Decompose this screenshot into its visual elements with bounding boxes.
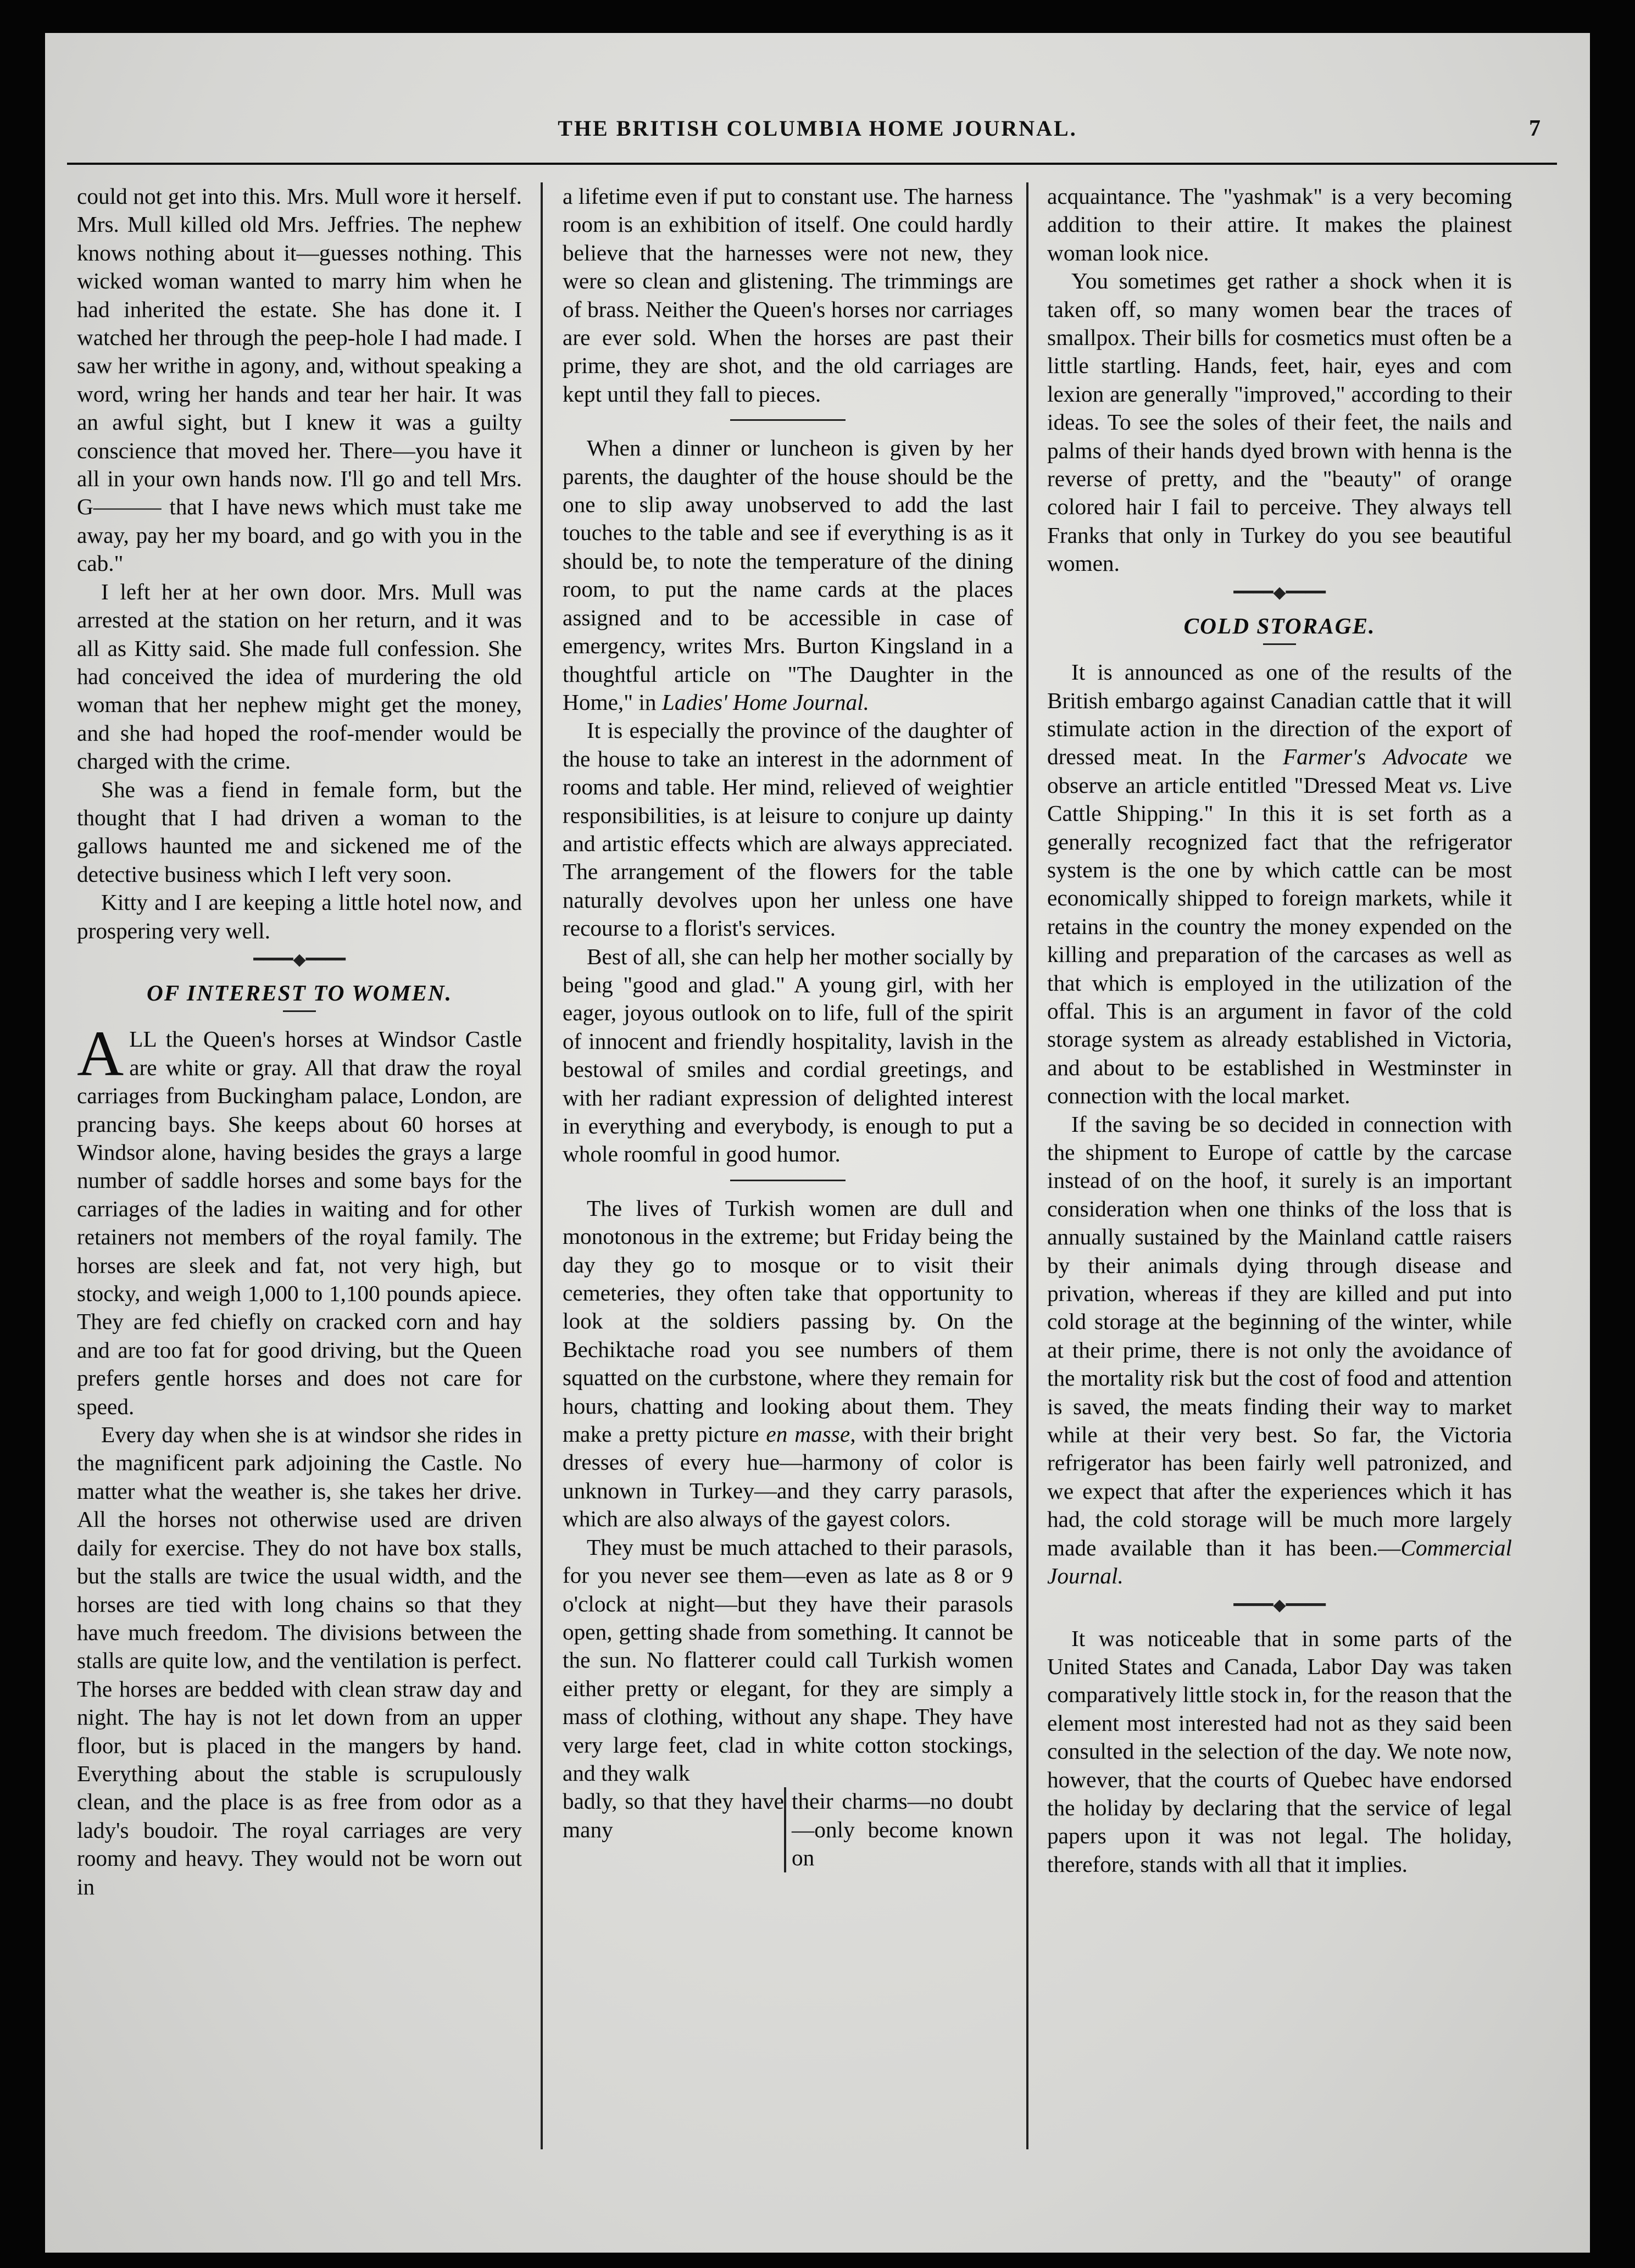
section-rule bbox=[730, 419, 846, 421]
section-heading: COLD STORAGE. bbox=[1183, 613, 1376, 638]
ornament-divider: ━━━━◆━━━━ bbox=[253, 950, 346, 969]
split-left: badly, so that they have many bbox=[563, 1788, 784, 1842]
page-number: 7 bbox=[1529, 116, 1541, 141]
paragraph: acquaintance. The "yashmak" is a very becoming addition to their attire. It makes the plainest woman look nice. bbox=[1047, 184, 1512, 265]
section-heading: OF INTEREST TO WOMEN. bbox=[146, 980, 453, 1005]
ornament-divider: ━━━━◆━━━━ bbox=[1233, 1596, 1326, 1614]
split-right: their charms—no doubt —only become known on bbox=[784, 1787, 1013, 1872]
column-3 bbox=[1047, 182, 1512, 2210]
section-rule bbox=[730, 1180, 846, 1181]
paragraph: could not get into this. Mrs. Mull wore it herself. Mrs. Mull killed old Mrs. Jeffries. The nephew knows nothing about it—guesses nothing. This wicked woman wanted to marry him when he had inherited the estate. She has done it. I watched her through the peep-hole I had made. I saw her writhe in agony, and, without speaking a word, wring her hands and tear her hair. It was an awful sight, but I knew it was a guilty conscience that moved her. There—you have it all in your own hands now. I'll go and tell Mrs. G——— that I have news which must take me away, pay her my board, and go with you in the cab." bbox=[77, 184, 522, 576]
header-rule bbox=[67, 163, 1557, 165]
heading-dash bbox=[283, 1010, 316, 1012]
heading-dash bbox=[1263, 643, 1296, 645]
newspaper-page bbox=[45, 33, 1590, 2253]
ornament-divider: ━━━━◆━━━━ bbox=[1233, 583, 1326, 602]
paragraph: Kitty and I are keeping a little hotel now, and prospering very well. bbox=[77, 890, 522, 943]
drop-cap: A bbox=[77, 1018, 124, 1090]
paragraph: It was noticeable that in some parts of the United States and Canada, Labor Day was taken comparatively little stock in, for the reason that the element most interested had not as they said been consulted in the selection of the day. We note now, however, that the courts of Quebec have endorsed the holiday by declaring that the service of legal papers upon it was not legal. The holiday, therefore, stands with all that it implies. bbox=[1047, 1625, 1512, 1877]
column-1 bbox=[77, 182, 522, 2210]
paragraph: The lives of Turkish women are dull and monotonous in the extreme; but Friday being the day they go to mosque or to visit their cemeteries, they often take that opportunity to look at the soldiers passing by. On the Bechiktache road you see numbers of them squatted on the curbstone, where they remain for hours, chatting and looking about them. They make a pretty picture en masse, with their bright dresses of every hue—harmony of color is unknown in Turkey—and they carry parasols, which are also always of the gayest colors. bbox=[563, 1195, 1013, 1532]
paragraph: You sometimes get rather a shock when it is taken off, so many women bear the traces of smallpox. Their bills for cosmetics must often be a little startling. Hands, feet, hair, eyes and com lexion are generally "improved," according to their ideas. To see the soles of their feet, the nails and palms of their hands dyed brown with henna is the reverse of pretty, and the "beauty" of orange colored hair I fail to perceive. They always tell Franks that only in Turkey do you see beautiful women. bbox=[1047, 268, 1512, 576]
split-continuation bbox=[563, 1787, 1013, 1872]
paragraph: They must be much attached to their parasols, for you never see them—even as late as 8 or 9 o'clock at night—but they have their parasols open, getting shade from something. It cannot be the sun. No flatterer could call Turkish women either pretty or elegant, for they are simply a mass of clothing, without any shape. They have very large feet, clad in white cotton stockings, and they walk bbox=[563, 1534, 1013, 1786]
paragraph: She was a fiend in female form, but the thought that I had driven a woman to the gallows haunted me and sickened me of the detective business which I left very soon. bbox=[77, 776, 522, 887]
paragraph: Best of all, she can help her mother socially by being "good and glad." A young girl, with her eager, joyous outlook on to life, full of the spirit of innocent and friendly hospitality, lavish in the bestowal of smiles and cordial greetings, and with her radiant expression of delighted interest in everything and everybody, is enough to put a whole roomful in good humor. bbox=[563, 943, 1013, 1167]
paragraph: a lifetime even if put to constant use. The harness room is an exhibition of itself. One could hardly believe that the harnesses were not new, they were so clean and glistening. The trimmings are of brass. Neither the Queen's horses nor carriages are ever sold. When the horses are past their prime, they are shot, and the old carriages are kept until they fall to pieces. bbox=[563, 184, 1013, 407]
running-head: THE BRITISH COLUMBIA HOME JOURNAL. bbox=[558, 116, 1077, 141]
column-rule-1 bbox=[541, 182, 543, 2149]
paragraph: ALL the Queen's horses at Windsor Castle are white or gray. All that draw the royal carriages from Buckingham palace, London, are prancing bays. She keeps about 60 horses at Windsor alone, having besides the grays a large number of saddle horses and some bays for the carriages of the ladies in waiting and for other retainers not members of the royal family. The horses are sleek and fat, not very high, but stocky, and weigh 1,000 to 1,100 pounds apiece. They are fed chiefly on cracked corn and hay and are too fat for good driving, but the Queen prefers gentle horses and does not care for speed. bbox=[77, 1018, 522, 1419]
paragraph: It is especially the province of the daughter of the house to take an interest in the adornment of rooms and table. Her mind, relieved of weightier responsibilities, is at leisure to conjure up dainty and artistic effects which are always appreciated. The arrangement of the flowers for the table naturally devolves upon her unless one have recourse to a florist's services. bbox=[563, 718, 1013, 941]
paragraph: If the saving be so decided in connection with the shipment to Europe of cattle by the carcase instead of on the hoof, it surely is an important consideration when one thinks of the loss that is annually sustained by the Mainland cattle raisers by their animals dying through disease and privation, whereas if they are killed and put into cold storage at the beginning of the winter, while at their prime, there is not only the avoidance of the mortality risk but the cost of food and attention is saved, the meats finding their way to market while at their very best. So far, the Victoria refrigerator has been fairly well patronized, and we expect that after the experiences which it has had, the cold storage will be much more largely made available than it has been.—Commercial Journal. bbox=[1047, 1111, 1512, 1589]
journal-title: Ladies' Home Journal. bbox=[661, 689, 869, 715]
column-2 bbox=[563, 182, 1013, 2210]
column-rule-2 bbox=[1026, 182, 1028, 2149]
paragraph: When a dinner or luncheon is given by her parents, the daughter of the house should be the one to slip away unobserved to add the last touches to the table and see if everything is as it should be, to note the temperature of the dining room, to put the name cards at the places assigned and to be accessible in case of emergency, writes Mrs. Burton Kingsland in a thoughtful article on "The Daughter in the Home," in Ladies' Home Journal. bbox=[563, 435, 1013, 715]
paragraph: It is announced as one of the results of the British embargo against Canadian cattle that it will stimulate action in the direction of the export of dressed meat. In the Farmer's Advocate we observe an article entitled "Dressed Meat vs. Live Cattle Shipping." In this it is set forth as a generally recognized fact that the refrigerator system is the one by which cattle can be most economically shipped to foreign markets, while it retains in the country the money expended on the killing and preparation of the carcases as well as that which is employed in the utilization of the offal. This is an argument in favor of the cold storage system as already established in Victoria, and about to be established in Westminster in connection with the local market. bbox=[1047, 659, 1512, 1109]
paragraph: I left her at her own door. Mrs. Mull was arrested at the station on her return, and it was all as Kitty said. She made full confession. She had conceived the idea of murdering the old woman that her nephew might get the money, and she had hoped the roof-mender would be charged with the crime. bbox=[77, 579, 522, 774]
paragraph: Every day when she is at windsor she rides in the magnificent park adjoining the Castle. No matter what the weather is, she takes her drive. All the horses not otherwise used are driven daily for exercise. They do not have box stalls, but the stalls are twice the usual width, and the horses are tied with long chains so that they have much freedom. The divisions between the stalls are quite low, and the ventilation is perfect. The horses are bedded with clean straw day and night. The hay is not let down from an upper floor, but is placed in the mangers by hand. Everything about the stable is scrupulously clean, and the place is as free from odor as a lady's boudoir. The royal carriages are very roomy and heavy. They would not be worn out in bbox=[77, 1422, 522, 1899]
